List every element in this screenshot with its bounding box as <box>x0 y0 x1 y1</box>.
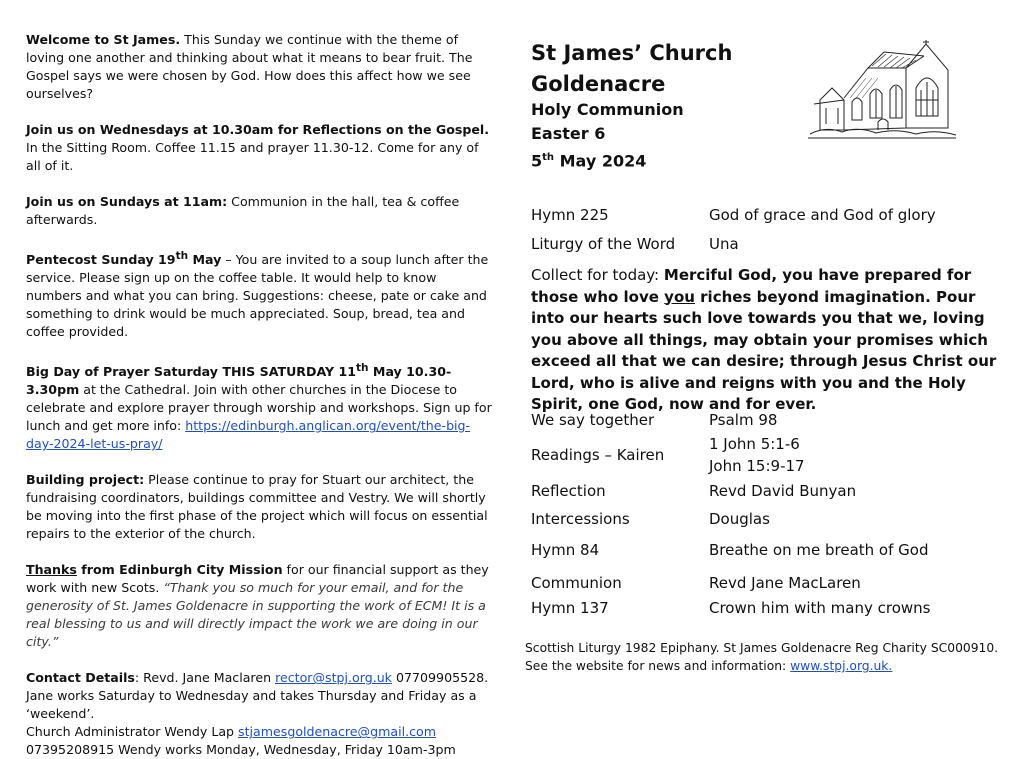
church-drawing-icon <box>806 38 958 142</box>
service-date <box>531 146 646 173</box>
order-item-label: Hymn 137 <box>531 599 609 617</box>
contact-text-3: Church Administrator Wendy Lap <box>26 724 239 740</box>
order-item-value: Breathe on me breath of God <box>709 541 929 559</box>
thanks-heading-underlined: Thanks <box>26 562 77 578</box>
order-item-label: Readings – Kairen <box>531 446 665 464</box>
wednesday-paragraph <box>26 121 496 175</box>
welcome-text: This Sunday we continue with the theme of loving one another and thinking about what it means to bear fruit. The Gospel says we were chosen by God. How does this affect how we see ourselves? <box>26 32 473 101</box>
date-rest: May 2024 <box>554 151 647 171</box>
rector-email-link[interactable]: rector@stpj.org.uk <box>275 670 392 686</box>
thanks-paragraph <box>26 561 496 651</box>
contact-text-1: : Revd. Jane Maclaren <box>134 670 276 686</box>
order-item-label: We say together <box>531 411 655 429</box>
bigday-link[interactable]: https://edinburgh.anglican.org/event/the-big-day-2024-let-us-pray/ <box>26 418 471 452</box>
date-day: 5 <box>531 151 543 171</box>
date-sup: th <box>542 152 555 163</box>
bigday-heading-a: Big Day of Prayer Saturday THIS SATURDAY 11 <box>26 364 357 380</box>
left-column <box>26 31 496 759</box>
order-item-value: Crown him with many crowns <box>709 599 931 617</box>
order-item-label: Hymn 225 <box>531 206 609 224</box>
bigday-sup: th <box>356 362 369 375</box>
order-item-value: Revd David Bunyan <box>709 482 857 500</box>
bigday-text: at the Cathedral. Join with other churches in the Diocese to celebrate and explore prayer through worship and workshops. Sign up for lunch and get more info: <box>26 382 492 434</box>
thanks-heading: from Edinburgh City Mission <box>76 562 283 578</box>
collect-text-b: riches beyond imagination. Pour into our hearts such love towards you that we, loving you above all things, may obtain your promises which exceed all that we can desire; through Jesus Christ our Lord, who is alive and reigns with you and the Holy Spirit, one God, now and for ever. <box>531 287 997 413</box>
service-name: Holy Communion <box>531 100 684 119</box>
contact-paragraph <box>26 669 496 759</box>
contact-text-2: 07709905528. Jane works Saturday to Wednesday and takes Thursday and Friday as a ‘weekend’. <box>26 670 489 722</box>
pentecost-heading-a: Pentecost Sunday 19 <box>26 252 176 268</box>
order-item-label: Liturgy of the Word <box>531 235 676 253</box>
collect-text-underlined: you <box>664 287 695 306</box>
order-item-label: Reflection <box>531 482 606 500</box>
collect-label: Collect for today: <box>531 266 664 284</box>
order-item-value: God of grace and God of glory <box>709 206 936 224</box>
contact-text-4: 07395208915 Wendy works Monday, Wednesday, Friday 10am-3pm <box>26 742 456 758</box>
bigday-paragraph <box>26 359 496 453</box>
liturgical-sunday: Easter 6 <box>531 124 606 143</box>
pentecost-heading-b: May <box>188 252 222 268</box>
admin-email-link[interactable]: stjamesgoldenacre@gmail.com <box>238 724 437 740</box>
order-item-label: Hymn 84 <box>531 541 600 559</box>
bigday-heading-b: May 10.30-3.30pm <box>26 364 452 398</box>
website-link[interactable]: www.stpj.org.uk. <box>790 659 893 673</box>
pentecost-heading <box>26 252 221 267</box>
wednesday-heading: Join us on Wednesdays at 10.30am for Reflections on the Gospel. <box>26 122 490 137</box>
building-text: Please continue to pray for Stuart our architect, the fundraising coordinators, buildings committee and Vestry. We will shortly be moving into the first phase of the project which will focus on essential repairs to the exterior of the church. <box>26 472 488 542</box>
pentecost-paragraph <box>26 247 496 341</box>
order-item-label: Communion <box>531 574 622 592</box>
order-item-value: 1 John 5:1-6 <box>709 435 800 453</box>
contact-heading: Contact Details <box>26 670 135 686</box>
order-item-label: Intercessions <box>531 510 630 528</box>
building-paragraph <box>26 471 496 543</box>
footer <box>525 639 1005 675</box>
pentecost-text: – You are invited to a soup lunch after the service. Please sign up on the coffee table. It would help to know numbers and what you can bring. Suggestions: cheese, pate or cake and something to drink would be much appreciated. Soup, bread, tea and coffee provided. <box>26 252 489 340</box>
sunday-heading: Join us on Sundays at 11am: <box>26 194 228 209</box>
sunday-paragraph <box>26 193 496 229</box>
order-item-value: Revd Jane MacLaren <box>709 574 861 592</box>
collect-paragraph <box>531 265 1003 416</box>
order-item-value: Douglas <box>709 510 770 528</box>
church-title-line-1: St James’ Church <box>531 41 733 65</box>
collect-text-a: Merciful God, you have prepared for those who love <box>531 266 972 306</box>
building-heading: Building project: <box>26 472 145 488</box>
order-item-value: Una <box>709 235 739 253</box>
order-item-value: Psalm 98 <box>709 411 778 429</box>
wednesday-text: In the Sitting Room. Coffee 11.15 and prayer 11.30-12. Come for any of all of it. <box>26 140 479 173</box>
thanks-text: for our financial support as they work with new Scots. <box>26 562 489 596</box>
church-title-line-2: Goldenacre <box>531 72 666 96</box>
footer-line-1: Scottish Liturgy 1982 Epiphany. St James Goldenacre Reg Charity SC000910. <box>525 641 999 655</box>
thanks-quote: “Thank you so much for your email, and for the generosity of St. James Goldenacre in supporting the work of ECM! It is a real blessing to us and will directly impact the work we are doing in our city.” <box>26 580 486 650</box>
welcome-heading: Welcome to St James. <box>26 32 181 47</box>
pentecost-sup: th <box>175 250 189 262</box>
order-item-value: John 15:9-17 <box>709 457 805 475</box>
footer-line-2-text: See the website for news and information: <box>525 659 791 673</box>
sunday-text: Communion in the hall, tea & coffee afterwards. <box>26 194 460 227</box>
welcome-paragraph <box>26 31 496 103</box>
footer-line-2 <box>525 657 1005 675</box>
